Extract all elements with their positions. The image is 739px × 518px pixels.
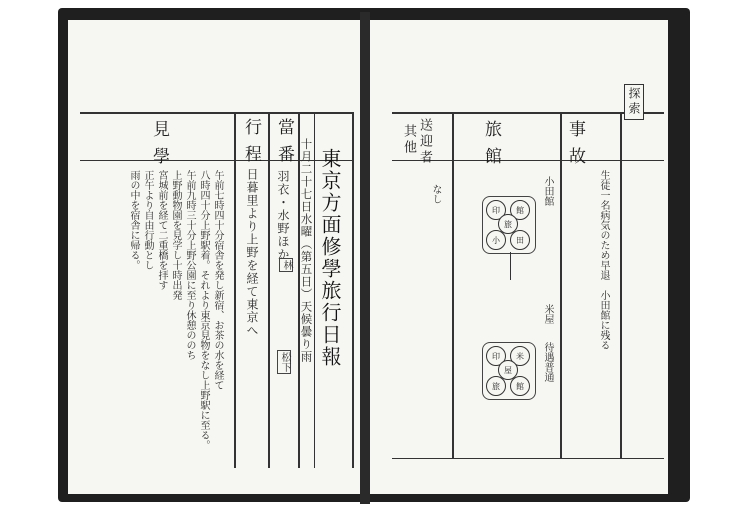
kengaku-line: 上野動物園を見学し十時出発 — [170, 170, 181, 300]
column-rule — [314, 112, 315, 468]
kotei-text: 日暮里より上野を経て東京へ — [245, 168, 259, 337]
header-kotei: 行程 — [241, 118, 261, 172]
seal-stamp: 旅 — [486, 376, 506, 396]
date-weather-line: 十月二十七日水曜（第五日）天候曇り雨 — [299, 138, 314, 363]
kengaku-line: 正午より自由行動とし — [142, 170, 153, 270]
kengaku-line: 雨の中を宿舎に帰る。 — [128, 170, 139, 270]
column-rule — [560, 112, 562, 458]
jiko-text: 生徒一名病気のため早退 小田館に残る — [598, 170, 609, 350]
inn-stamp-group — [482, 196, 536, 254]
ryokan-name: 小田館 — [542, 176, 553, 206]
book-gutter — [360, 12, 370, 504]
kengaku-line: 午前九時三十分上野公園に至り休憩ののち — [184, 170, 195, 360]
seal-stamp: 田 — [510, 230, 530, 250]
table-right-rule — [352, 112, 354, 468]
seal-stamp: 小 — [486, 230, 506, 250]
kengaku-line: 宮城前を経て二重橋を拝す — [156, 170, 167, 290]
table-top-rule — [80, 112, 352, 114]
column-rule — [452, 112, 454, 458]
seal-stamp: 旅 — [498, 214, 518, 234]
report-title: 東京方面修學旅行日報 — [318, 148, 342, 368]
column-rule — [268, 112, 270, 468]
header-divider-rule — [392, 160, 664, 161]
kengaku-line: 午前七時四十分宿舎を発し新宿、お茶の水を経て — [212, 170, 223, 390]
header-ryokan: 旅館 — [481, 120, 501, 174]
table-bottom-rule — [392, 458, 664, 459]
toban-members: 羽衣・水野ほか — [276, 170, 290, 261]
header-sonota: 其他 — [401, 124, 416, 156]
stamp-connector — [510, 252, 511, 280]
sonota-text: なし — [430, 184, 441, 204]
column-rule — [234, 112, 236, 468]
inn-stamp-group — [482, 342, 536, 400]
ryokan-name: 米屋 — [542, 304, 553, 324]
seal-stamp: 屋 — [498, 360, 518, 380]
header-sougeisha: 送迎者 — [417, 118, 432, 166]
ryokan-note: 待遇普通 — [542, 342, 553, 382]
seal-stamp: 館 — [510, 200, 530, 220]
column-rule — [620, 112, 622, 458]
left-page — [68, 20, 360, 494]
seal-stamp: 米 — [510, 346, 530, 366]
seal-stamp: 印 — [486, 346, 506, 366]
kengaku-line: 八時四十分上野駅着。それより東京見物をなし上野駅に至る。 — [198, 170, 209, 450]
seal-stamp: 館 — [510, 376, 530, 396]
header-jiko: 事故 — [565, 120, 585, 174]
right-page — [370, 20, 668, 494]
seal-stamp: 印 — [486, 200, 506, 220]
header-kengaku: 見學 — [149, 120, 169, 174]
header-toban: 當番 — [274, 118, 294, 172]
toban-note: 林 — [281, 260, 292, 270]
corner-label: 探索 — [624, 84, 644, 120]
toban-note: 松下 — [279, 352, 290, 372]
